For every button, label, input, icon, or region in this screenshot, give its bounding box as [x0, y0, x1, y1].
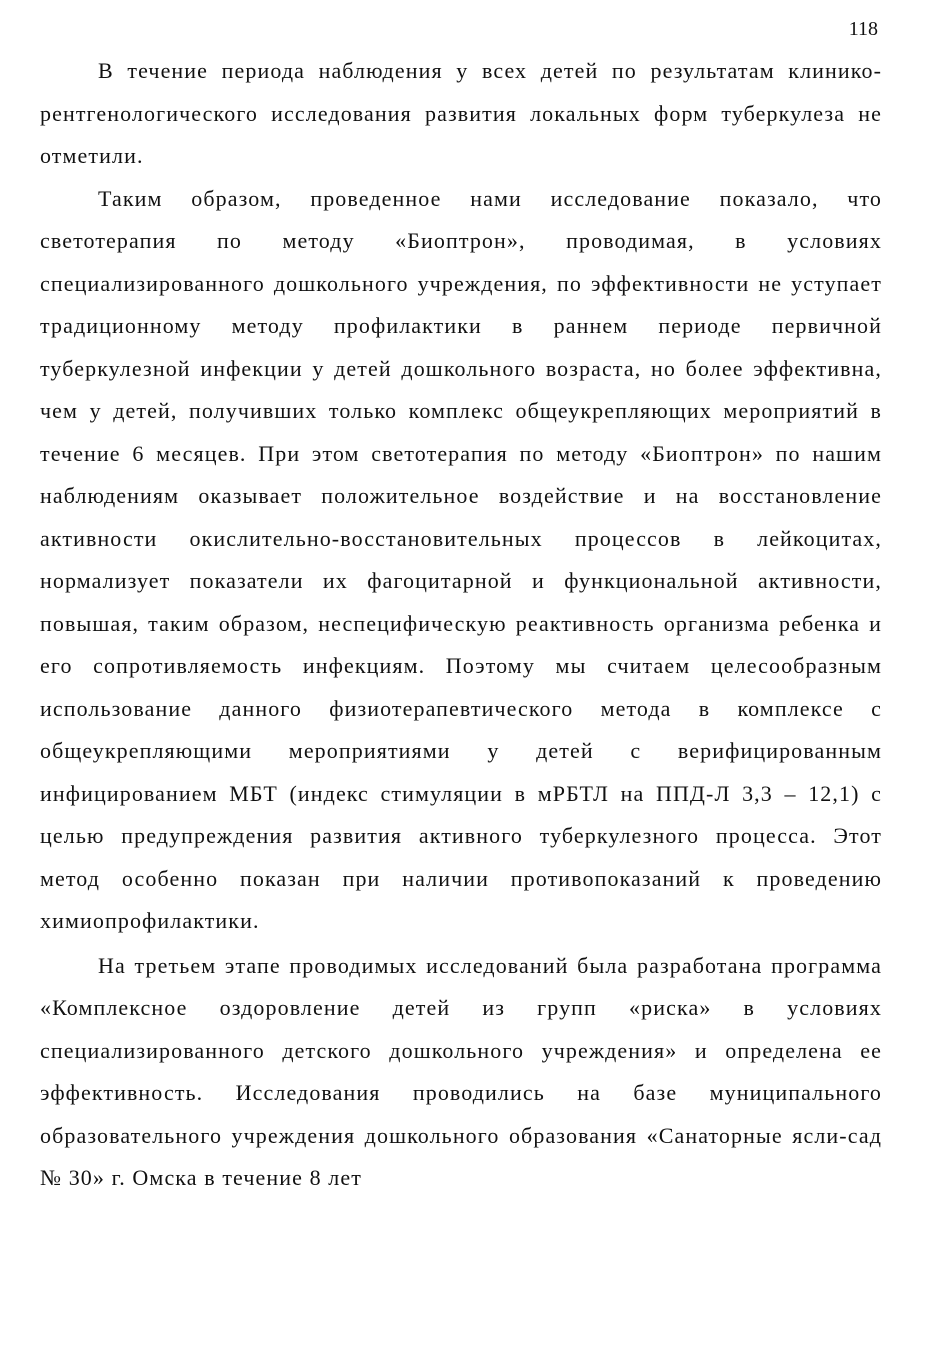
paragraph-bioptron-conclusion: Таким образом, проведенное нами исследование показало, что светотерапия по методу «Биоптрон», проводимая, в условиях специализированного дошкольного учреждения, по эффективности не уступает традиционному методу профилактики в раннем периоде первичной туберкулезной инфекции у детей дошкольного возраста, но более эффективна, чем у детей, получивших только комплекс общеукрепляющих мероприятий в течение 6 месяцев. При этом светотерапия по методу «Биоптрон» по нашим наблюдениям оказывает положительное воздействие и на восстановление активности окислительно-восстановительных процессов в лейкоцитах, нормализует показатели их фагоцитарной и функциональной активности, повышая, таким образом, неспецифическую реактивность организма ребенка и его сопротивляемость инфекциям. Поэтому мы считаем целесообразным использование данного физиотерапевтического метода в комплексе с общеукрепляющими мероприятиями у детей с верифицированным инфицированием МБТ (индекс стимуляции в мРБТЛ на ППД-Л 3,3 – 12,1) с целью предупреждения развития активного туберкулезного процесса. Этот метод особенно показан при наличии противопоказаний к проведению химиопрофилактики.: [40, 185, 882, 933]
paragraph-third-stage-program: На третьем этапе проводимых исследований была разработана программа «Комплексное оздоровление детей из групп «риска» в условиях специализированного детского дошкольного учреждения» и определена ее эффективность. Исследования проводились на базе муниципального образовательного учреждения дошкольного образования «Санаторные ясли-сад № 30» г. Омска в течение 8 лет: [40, 952, 882, 1190]
paragraph-observation-results: В течение периода наблюдения у всех детей по результатам клинико-рентгенологического исследования развития локальных форм туберкулеза не отметили.: [40, 58, 882, 168]
document-body: [40, 50, 882, 1200]
page-number: 118: [848, 18, 878, 40]
